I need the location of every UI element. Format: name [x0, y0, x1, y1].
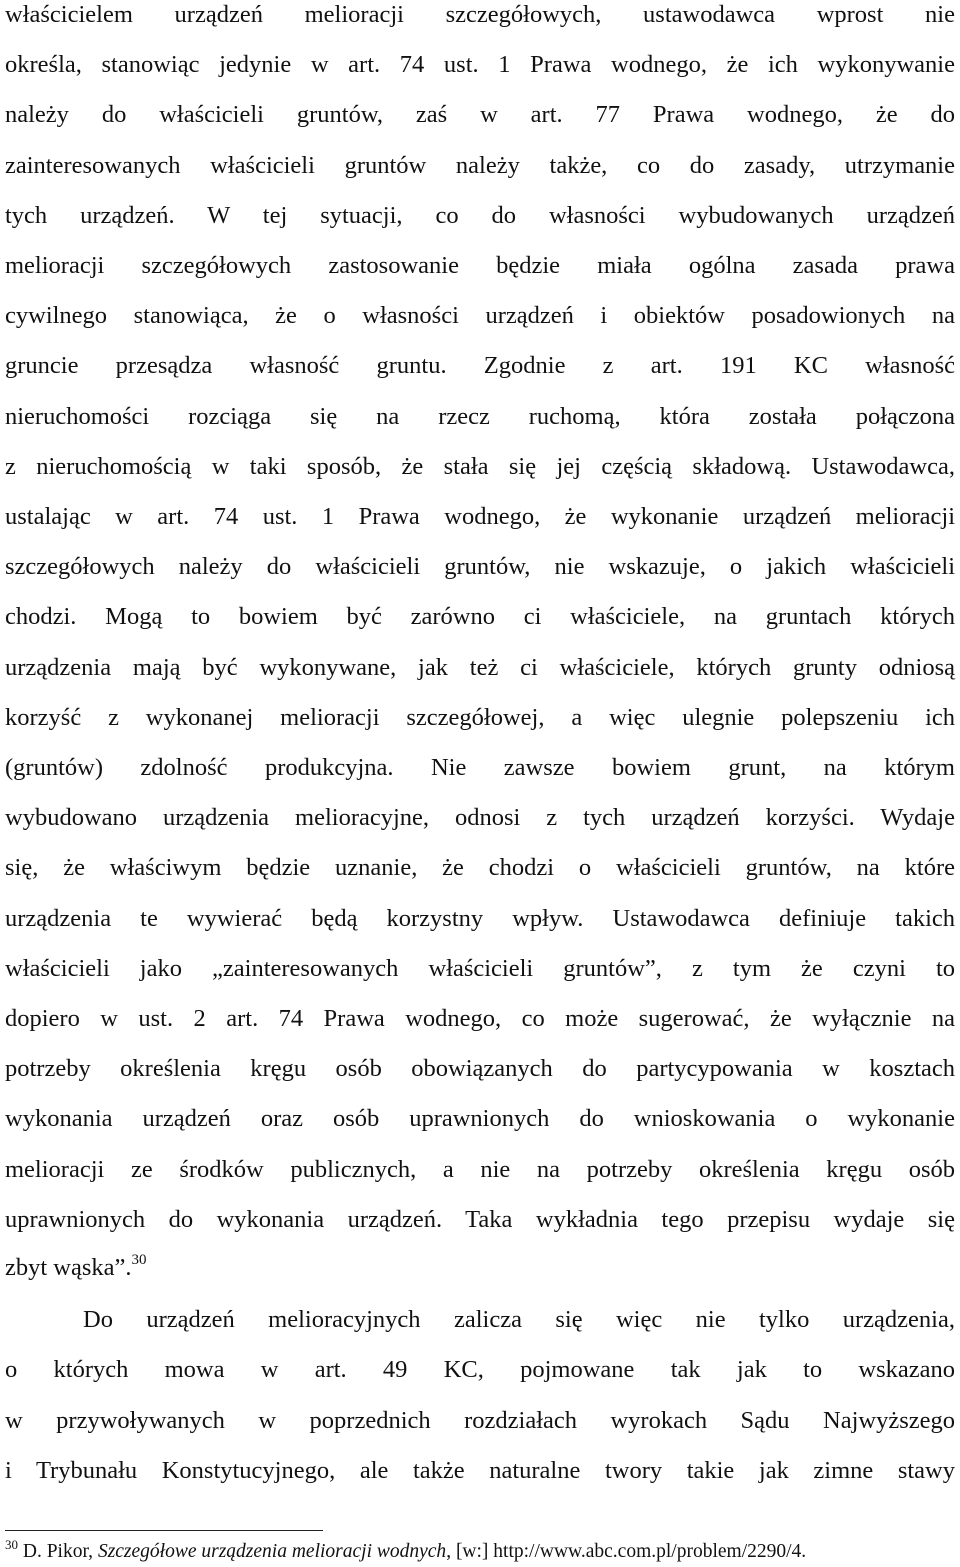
- footnote-number: 30: [5, 1537, 18, 1552]
- text-line: melioracji szczegółowych zastosowanie będzie miała ogólna zasada prawa: [5, 252, 955, 279]
- footnote-reference[interactable]: 30: [131, 1252, 147, 1268]
- text-line: urządzenia mają być wykonywane, jak też ci właściciele, których grunty odniosą: [5, 653, 955, 681]
- text-line: urządzenia te wywierać będą korzystny wpływ. Ustawodawca definiuje takich: [5, 904, 955, 932]
- text-line: cywilnego stanowiąca, że o własności urządzeń i obiektów posadowionych na: [5, 302, 955, 330]
- text-line: i Trybunału Konstytucyjnego, ale także naturalne twory takie jak zimne stawy: [5, 1456, 955, 1484]
- footnote: [5, 1537, 955, 1564]
- text-line: wybudowano urządzenia melioracyjne, odnosi z tych urządzeń korzyści. Wydaje: [5, 804, 955, 832]
- text-line: określa, stanowiąc jedynie w art. 74 ust. 1 Prawa wodnego, że ich wykonywanie: [5, 51, 955, 79]
- text-line: należy do właścicieli gruntów, zaś w art. 77 Prawa wodnego, że do: [5, 101, 955, 129]
- text-line: gruncie przesądza własność gruntu. Zgodnie z art. 191 KC własność: [5, 352, 955, 380]
- text-line: korzyść z wykonanej melioracji szczegółowej, a więc ulegnie polepszeniu ich: [5, 703, 955, 731]
- text-line: o których mowa w art. 49 KC, pojmowane tak jak to wskazano: [5, 1356, 955, 1384]
- footnote-author: D. Pikor,: [18, 1541, 98, 1562]
- text-line: tych urządzeń. W tej sytuacji, co do własności wybudowanych urządzeń: [5, 201, 955, 229]
- text-line: w przywoływanych w poprzednich rozdziałach wyrokach Sądu Najwyższego: [5, 1406, 955, 1434]
- footnote-title: Szczegółowe urządzenia melioracji wodnych: [97, 1541, 447, 1562]
- text-line: dopiero w ust. 2 art. 74 Prawa wodnego, co może sugerować, że wyłącznie na: [5, 1005, 955, 1032]
- text-line: chodzi. Mogą to bowiem być zarówno ci właściciele, na gruntach których: [5, 603, 955, 631]
- text-line: wykonania urządzeń oraz osób uprawnionych do wnioskowania o wykonanie: [5, 1105, 955, 1133]
- footnote-source: , [w:] http://www.abc.com.pl/problem/2290/4.: [446, 1541, 807, 1562]
- footnote-separator: [5, 1530, 323, 1531]
- text-line: zainteresowanych właścicieli gruntów należy także, co do zasady, utrzymanie: [5, 151, 955, 179]
- text-line: właścicieli jako „zainteresowanych właścicieli gruntów”, z tym że czyni to: [5, 954, 955, 982]
- text-line: (gruntów) zdolność produkcyjna. Nie zawsze bowiem grunt, na którym: [5, 754, 955, 781]
- text-line: z nieruchomością w taki sposób, że stała się jej częścią składową. Ustawodawca,: [5, 452, 955, 480]
- text-line: uprawnionych do wykonania urządzeń. Taka wykładnia tego przepisu wydaje się: [5, 1205, 955, 1233]
- text-line: właścicielem urządzeń melioracji szczegółowych, ustawodawca wprost nie: [5, 1, 955, 28]
- text-line: melioracji ze środków publicznych, a nie na potrzeby określenia kręgu osób: [5, 1155, 955, 1183]
- text-line: potrzeby określenia kręgu osób obowiązanych do partycypowania w kosztach: [5, 1055, 955, 1083]
- text-line: ustalając w art. 74 ust. 1 Prawa wodnego, że wykonanie urządzeń melioracji: [5, 503, 955, 530]
- text-line: Do urządzeń melioracyjnych zalicza się więc nie tylko urządzenia,: [83, 1306, 955, 1333]
- text-line: się, że właściwym będzie uznanie, że chodzi o właścicieli gruntów, na które: [5, 854, 955, 882]
- text-line: nieruchomości rozciąga się na rzecz ruchomą, która została połączona: [5, 402, 955, 430]
- text-line: szczegółowych należy do właścicieli gruntów, nie wskazuje, o jakich właścicieli: [5, 553, 955, 581]
- paragraph-end-text: zbyt wąska”.: [5, 1254, 132, 1281]
- paragraph-end-line: [5, 1253, 955, 1283]
